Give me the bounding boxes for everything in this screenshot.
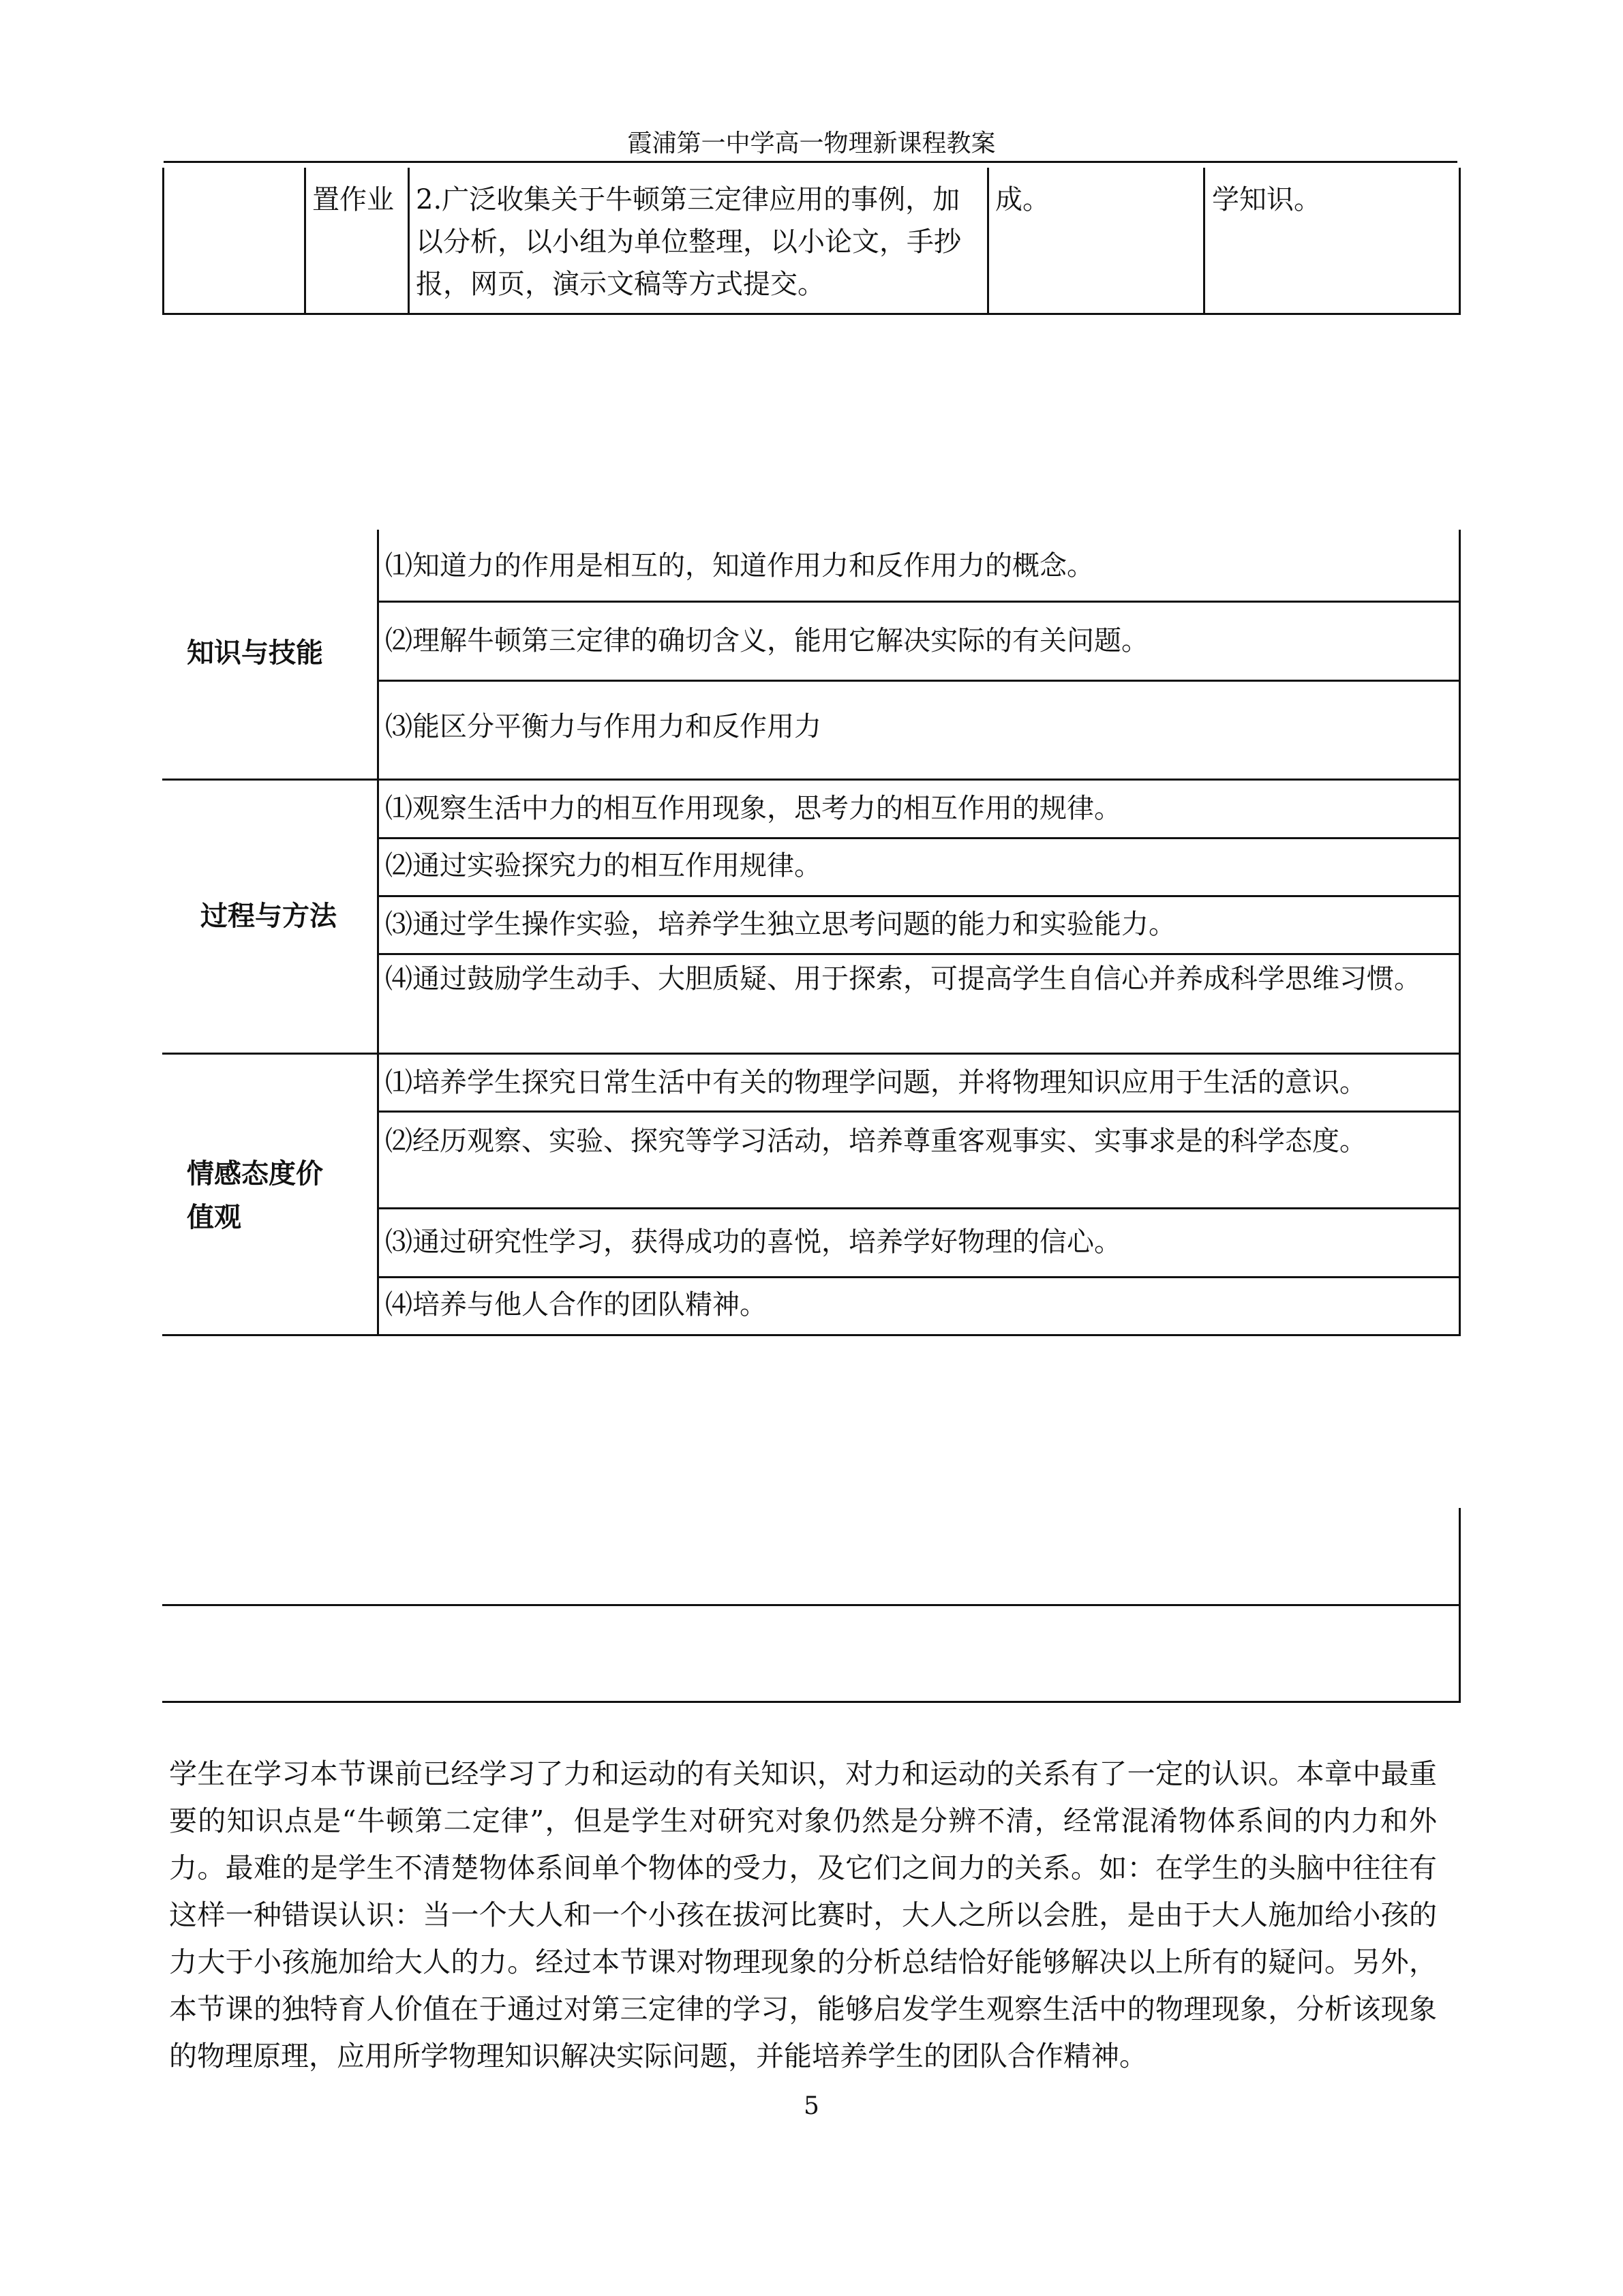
table-border: [304, 168, 306, 315]
page-number: 5: [804, 2092, 819, 2120]
objective-item: ⑴观察生活中力的相互作用现象，思考力的相互作用的规律。: [385, 793, 1121, 824]
design-intent-cell: 学知识。: [1212, 184, 1321, 215]
category-process-methods: 过程与方法: [200, 901, 337, 932]
table-border: [162, 1334, 1461, 1336]
table-border: [162, 1604, 1461, 1606]
objective-item: ⑷培养与他人合作的团队精神。: [385, 1289, 767, 1320]
homework-content: 2.广泛收集关于牛顿第三定律应用的事例，加以分析，以小组为单位整理，以小论文，手抄报，网页，演示文稿等方式提交。: [416, 184, 961, 300]
objective-item: ⑴知道力的作用是相互的，知道作用力和反作用力的概念。: [385, 550, 1094, 581]
student-activity-cell: 成。: [995, 184, 1050, 215]
table-border: [162, 779, 1461, 781]
table-border: [1459, 168, 1461, 315]
table-border: [162, 1701, 1461, 1703]
table-border: [377, 530, 379, 1336]
header-rule: [164, 161, 1457, 163]
category-emotion-values: 情感态度价值观: [187, 1158, 323, 1233]
objective-item: ⑶能区分平衡力与作用力和反作用力: [385, 711, 821, 742]
objective-item: ⑵通过实验探究力的相互作用规律。: [385, 850, 821, 881]
table-border: [377, 680, 1461, 682]
objective-item: ⑴培养学生探究日常生活中有关的物理学问题，并将物理知识应用于生活的意识。: [385, 1067, 1367, 1098]
table-border: [377, 837, 1461, 839]
homework-step-label: 置作业: [312, 184, 394, 215]
table-border: [162, 313, 1461, 315]
table-border: [408, 168, 410, 315]
table-border: [1459, 530, 1461, 1336]
table-border: [377, 1276, 1461, 1278]
student-analysis-paragraph: 学生在学习本节课前已经学习了力和运动的有关知识，对力和运动的关系有了一定的认识。本章中最重要的知识点是“牛顿第二定律”，但是学生对研究对象仍然是分辨不清，经常混淆物体系间的内力和外力。最难的是学生不清楚物体系间单个物体的受力，及它们之间力的关系。如：在学生的头脑中往往有这样一种错误认识：当一个大人和一个小孩在拔河比赛时，大人之所以会胜，是由于大人施加给小孩的力大于小孩施加给大人的力。经过本节课对物理现象的分析总结恰好能够解决以上所有的疑问。另外，本节课的独特育人价值在于通过对第三定律的学习，能够启发学生观察生活中的物理现象，分析该现象的物理原理，应用所学物理知识解决实际问题，并能培养学生的团队合作精神。: [169, 1757, 1437, 2072]
page-header-title: 霞浦第一中学高一物理新课程教案: [627, 130, 996, 157]
category-knowledge-skills: 知识与技能: [187, 637, 323, 669]
objective-item: ⑵理解牛顿第三定律的确切含义，能用它解决实际的有关问题。: [385, 625, 1149, 656]
objective-item: ⑵经历观察、实验、探究等学习活动，培养尊重客观事实、实事求是的科学态度。: [385, 1126, 1367, 1157]
table-border: [377, 1207, 1461, 1209]
objective-item: ⑷通过鼓励学生动手、大胆质疑、用于探索，可提高学生自信心并养成科学思维习惯。: [385, 963, 1421, 995]
table-border: [1203, 168, 1205, 315]
table-border: [162, 1053, 1461, 1055]
table-border: [987, 168, 989, 315]
objective-item: ⑶通过研究性学习，获得成功的喜悦，培养学好物理的信心。: [385, 1226, 1121, 1258]
table-border: [162, 168, 164, 315]
table-border: [377, 601, 1461, 603]
table-border: [377, 1111, 1461, 1113]
table-border: [377, 895, 1461, 897]
objective-item: ⑶通过学生操作实验，培养学生独立思考问题的能力和实验能力。: [385, 909, 1176, 940]
table-border: [377, 953, 1461, 955]
